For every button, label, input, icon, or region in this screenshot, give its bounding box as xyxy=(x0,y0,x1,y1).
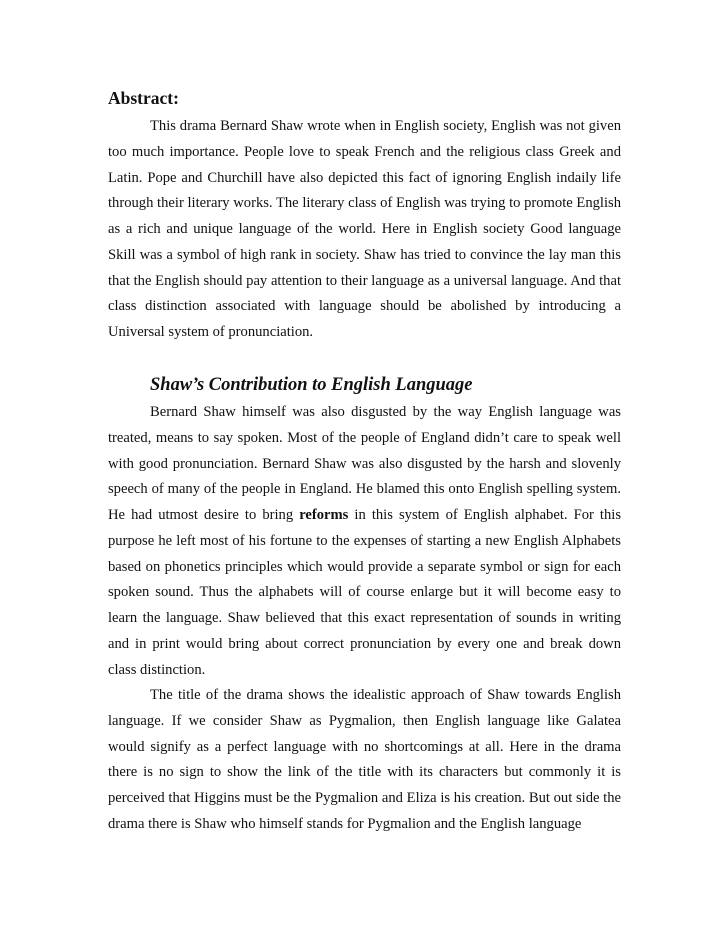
section-heading: Shaw’s Contribution to English Language xyxy=(150,375,473,395)
paragraph-text-after: in this system of English alphabet. For this purpose he left most of his fortune to the expenses of starting a new English Alphabets based on phonetics principles which would provide a separate symbol or sign for each spoken sound. Thus the alphabets will of course enlarge but it will become easy to learn the language. Shaw believed that this exact representation of sounds in writing and in print would bring about correct pronunciation by every one and break down class distinction. xyxy=(108,507,621,678)
abstract-heading: Abstract: xyxy=(108,88,179,108)
title-paragraph: The title of the drama shows the idealistic approach of Shaw towards English language. If we consider Shaw as Pygmalion, then English language like Galatea would signify as a perfect language with no shortcomings at all. Here in the drama there is no sign to show the link of the title with its characters but commonly it is perceived that Higgins must be the Pygmalion and Eliza is his creation. But out side the drama there is Shaw who himself stands for Pygmalion and the English language xyxy=(108,687,621,832)
abstract-paragraph: This drama Bernard Shaw wrote when in English society, English was not given too much importance. People love to speak French and the religious class Greek and Latin. Pope and Churchill have also depicted this fact of ignoring English indaily life through their literary works. The literary class of English was trying to promote English as a rich and unique language of the world. Here in English society Good language Skill was a symbol of high rank in society. Shaw has tried to convince the lay man this that the English should pay attention to their language as a universal language. And that class distinction associated with language should be abolished by introducing a Universal system of pronunciation. xyxy=(108,118,621,340)
bold-word-reforms: reforms xyxy=(299,507,349,523)
contribution-paragraph xyxy=(108,400,621,683)
paragraph-text-before: Bernard Shaw himself was also disgusted by the way English language was treated, means to say spoken. Most of the people of England didn’t care to speak well with good pronunciation. Bernard Shaw was also disgusted by the harsh and slovenly speech of many of the people in England. He blamed this onto English spelling system. He had utmost desire to bring xyxy=(108,404,621,523)
